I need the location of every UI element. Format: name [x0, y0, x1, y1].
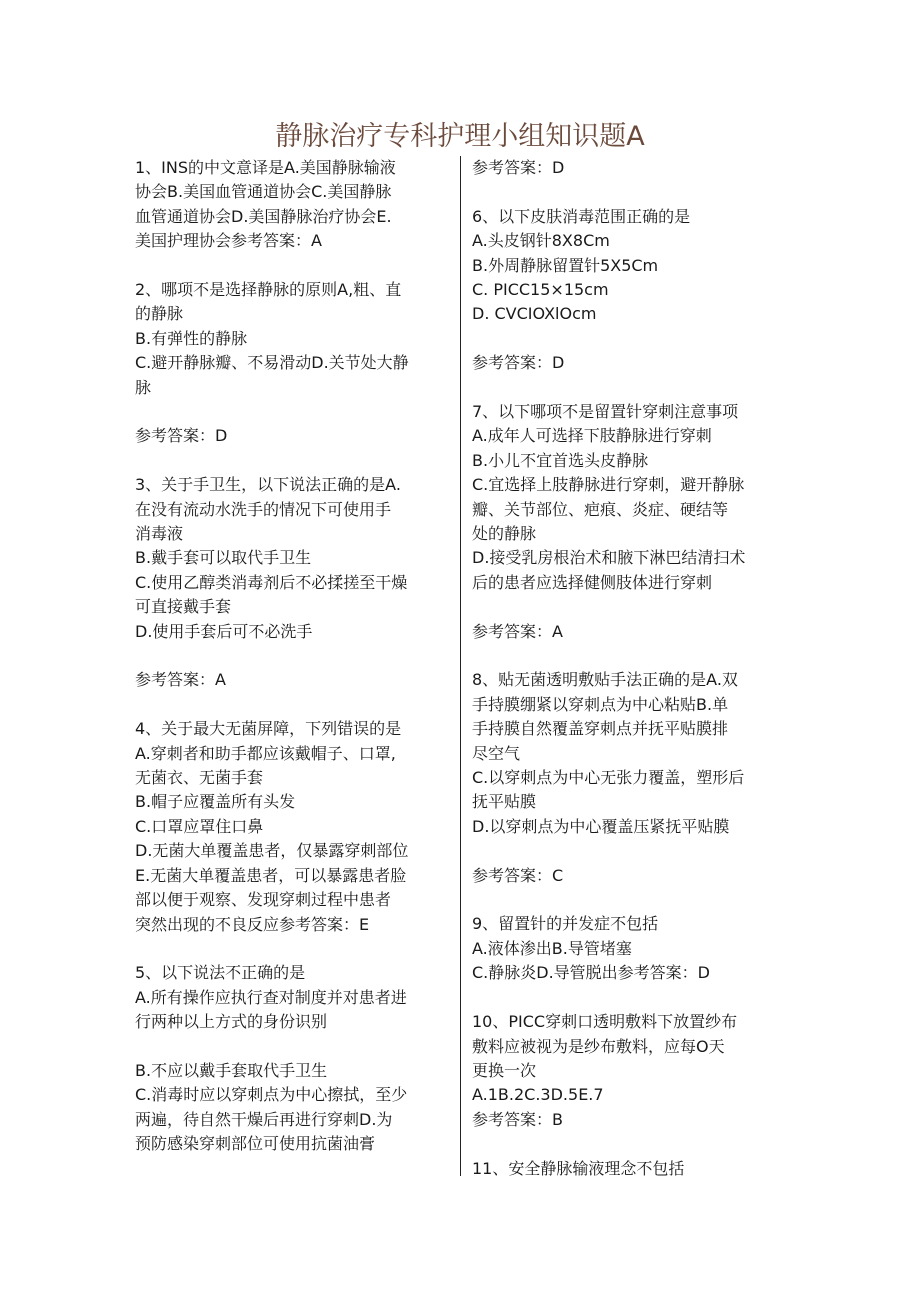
text-line: D.接受乳房根治术和腋下淋巴结清扫术 [472, 548, 746, 568]
text-line: C. PICC15×15cm [472, 280, 609, 300]
text-line: 6、以下皮肤消毒范围正确的是 [472, 206, 691, 226]
blank-line [135, 693, 453, 717]
blank-line [135, 1035, 453, 1059]
text-line: A.穿刺者和助手都应该戴帽子、口罩, [135, 743, 396, 763]
text-line: 参考答案：A [472, 621, 563, 641]
text-line: 4、关于最大无菌屏障，下列错误的是 [135, 719, 402, 739]
text-line: B.戴手套可以取代手卫生 [135, 548, 312, 568]
text-line: D.无菌大单覆盖患者，仅暴露穿刺部位 [135, 841, 409, 861]
text-line: 行两种以上方式的身份识别 [135, 1012, 328, 1032]
text-line: 瓣、关节部位、疤痕、炎症、硬结等 [472, 499, 729, 519]
text-line: 参考答案：D [472, 158, 565, 177]
text-line: 部以便于观察、发现穿刺过程中患者 [135, 890, 392, 910]
text-line: 参考答案：B [472, 1109, 563, 1129]
text-line: 参考答案：C [472, 865, 564, 885]
blank-line [472, 839, 792, 863]
text-line: C.口罩应罩住口鼻 [135, 816, 264, 836]
text-line: B.有弹性的静脉 [135, 328, 248, 348]
text-line: A.液体渗出B.导管堵塞 [472, 938, 632, 958]
text-line: A.1B.2C.3D.5E.7 [472, 1085, 604, 1105]
text-line: 参考答案：D [472, 353, 565, 373]
text-line: 7、以下哪项不是留置针穿刺注意事项 [472, 402, 739, 422]
text-line: 的静脉 [135, 304, 184, 324]
text-line: C.消毒时应以穿刺点为中心擦拭，至少 [135, 1085, 408, 1105]
text-line: D.使用手套后可不必洗手 [135, 621, 313, 641]
text-line: 9、留置针的并发症不包括 [472, 914, 659, 934]
blank-line [472, 180, 792, 204]
text-line: 参考答案：A [135, 670, 226, 690]
text-line: A.成年人可选择下肢静脉进行穿刺 [472, 426, 712, 446]
text-line: 3、关于手卫生，以下说法正确的是A. [135, 475, 401, 495]
blank-line [472, 376, 792, 400]
text-line: B.小儿不宜首选头皮静脉 [472, 450, 649, 470]
text-line: 两遍，待自然干燥后再进行穿刺D.为 [135, 1109, 393, 1129]
text-line: 后的患者应选择健侧肢体进行穿刺 [472, 572, 713, 592]
text-line: C.静脉炎D.导管脱出参考答案：D [472, 963, 710, 983]
text-line: A.头皮钢针8X8Cm [472, 231, 610, 251]
text-line: B.帽子应覆盖所有头发 [135, 792, 296, 812]
blank-line [472, 327, 792, 351]
text-line: D. CVCIOXlOcm [472, 304, 597, 324]
text-line: D.以穿刺点为中心覆盖压紧抚平贴膜 [472, 816, 730, 836]
blank-line [135, 254, 453, 278]
blank-line [472, 986, 792, 1010]
text-line: C.以穿刺点为中心无张力覆盖，塑形后 [472, 768, 745, 788]
blank-line [135, 937, 453, 961]
blank-line [135, 644, 453, 668]
text-line: 更换一次 [472, 1060, 537, 1080]
text-line: 尽空气 [472, 743, 521, 763]
blank-line [472, 1132, 792, 1156]
text-line: 10、PICC穿刺口透明敷料下放置纱布 [472, 1012, 738, 1032]
text-line: 可直接戴手套 [135, 597, 232, 617]
text-line: 脉 [135, 377, 152, 397]
text-line: C.宜选择上肢静脉进行穿刺，避开静脉 [472, 475, 745, 495]
text-line: B.外周静脉留置针5X5Cm [472, 255, 659, 275]
blank-line [135, 400, 453, 424]
left-column [135, 156, 453, 1157]
text-line: 手持膜绷紧以穿刺点为中心粘贴B.单 [472, 694, 729, 714]
text-line: 2、哪项不是选择静脉的原则A,粗、直 [135, 280, 402, 300]
text-line: 处的静脉 [472, 524, 537, 544]
text-line: 5、以下说法不正确的是 [135, 963, 306, 983]
right-column [472, 156, 792, 1181]
text-line: 1、INS的中文意译是A.美国静脉输液 [135, 158, 396, 177]
blank-line [135, 449, 453, 473]
blank-line [472, 644, 792, 668]
text-line: A.所有操作应执行查对制度并对患者进 [135, 987, 407, 1007]
text-line: 在没有流动水洗手的情况下可使用手 [135, 499, 392, 519]
text-line: C.避开静脉瓣、不易滑动D.关节处大静 [135, 353, 409, 373]
text-line: 突然出现的不良反应参考答案：E [135, 914, 370, 934]
text-line: 手持膜自然覆盖穿刺点并抚平贴膜排 [472, 719, 729, 739]
text-line: E.无菌大单覆盖患者，可以暴露患者脸 [135, 865, 407, 885]
text-line: 协会B.美国血管通道协会C.美国静脉 [135, 182, 392, 202]
text-line: B.不应以戴手套取代手卫生 [135, 1060, 328, 1080]
page-title: 静脉治疗专科护理小组知识题A [275, 121, 645, 152]
text-line: 美国护理协会参考答案：A [135, 231, 322, 251]
column-divider [460, 156, 461, 1176]
blank-line [472, 888, 792, 912]
text-line: C.使用乙醇类消毒剂后不必揉搓至干燥 [135, 572, 408, 592]
blank-line [472, 595, 792, 619]
text-line: 参考答案：D [135, 426, 228, 446]
text-line: 消毒液 [135, 524, 184, 544]
text-line: 血管通道协会D.美国静脉治疗协会E. [135, 206, 392, 226]
text-line: 敷料应被视为是纱布敷料，应每O天 [472, 1036, 725, 1056]
text-line: 11、安全静脉输液理念不包括 [472, 1158, 685, 1178]
text-line: 8、贴无菌透明敷贴手法正确的是A.双 [472, 670, 738, 690]
text-line: 抚平贴膜 [472, 792, 537, 812]
text-line: 无菌衣、无菌手套 [135, 768, 264, 788]
text-line: 预防感染穿刺部位可使用抗菌油膏 [135, 1134, 376, 1154]
